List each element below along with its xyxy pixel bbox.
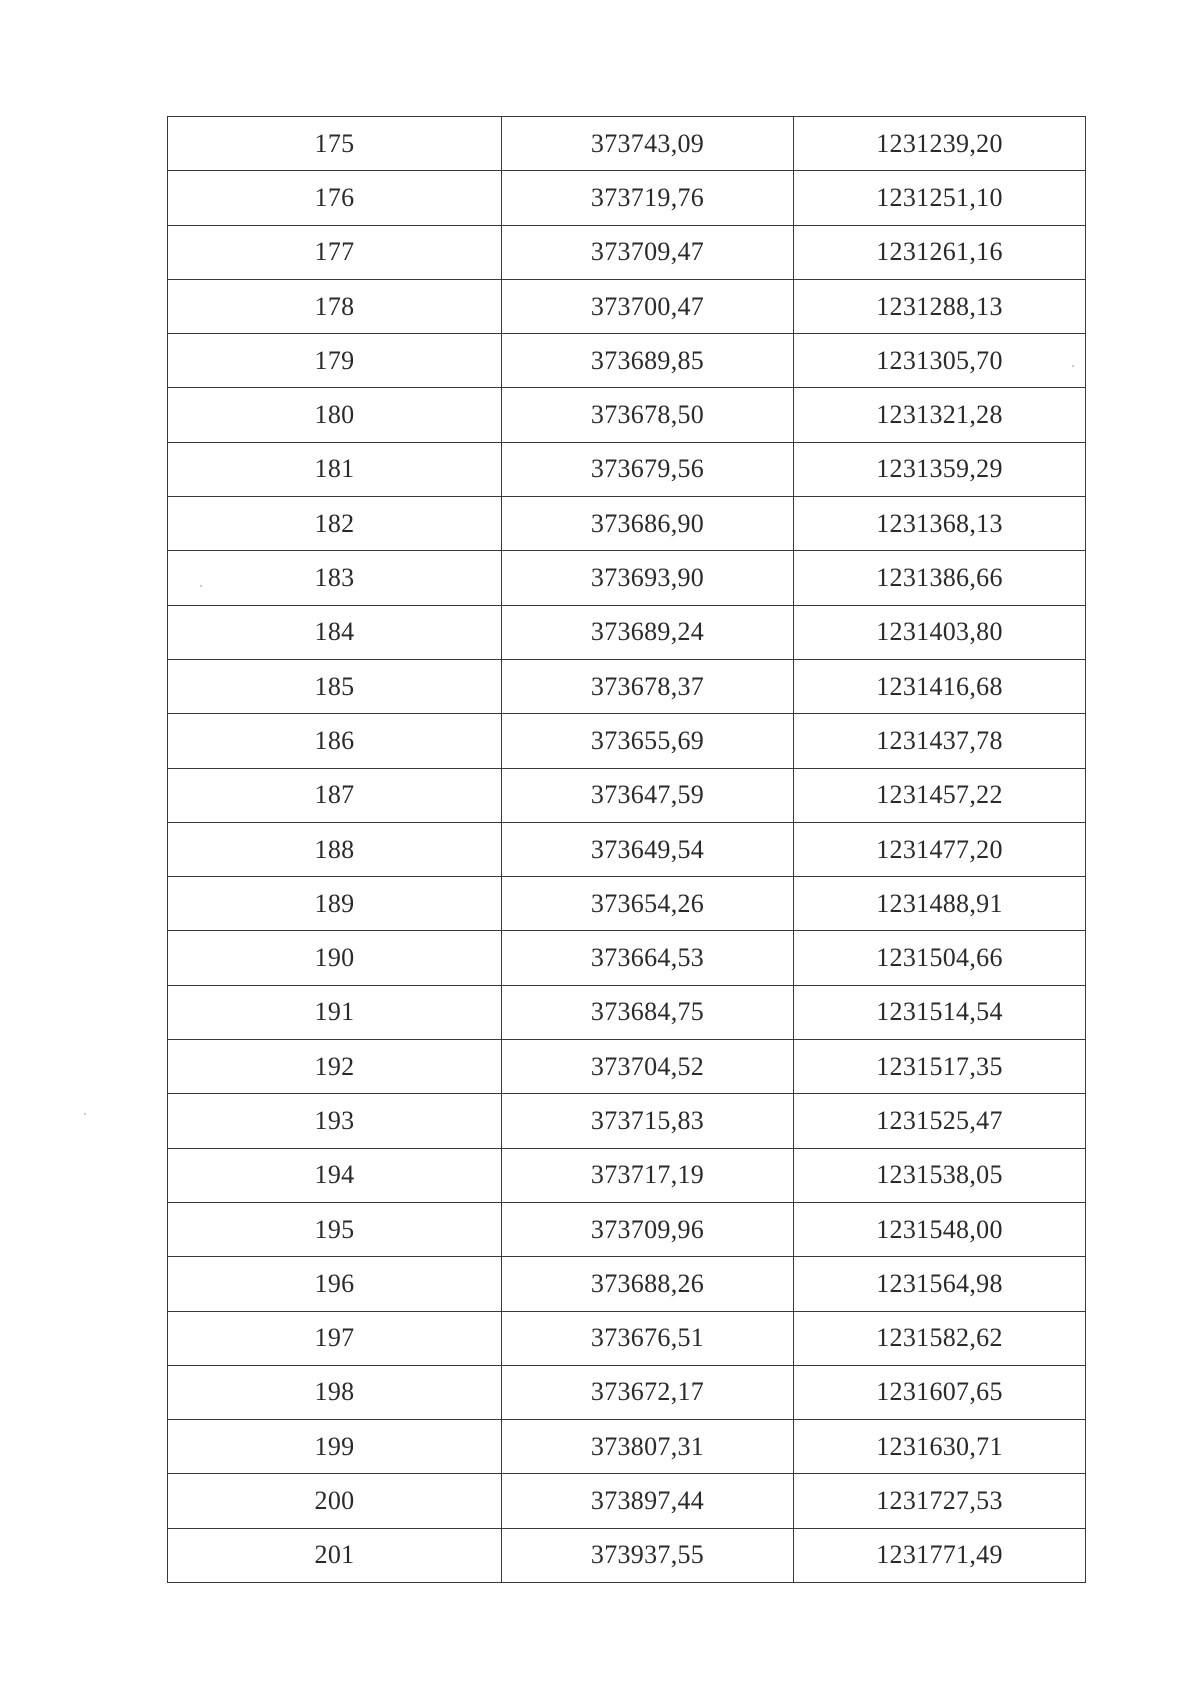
table-row [168, 659, 1086, 713]
point-number-cell: 189 [168, 877, 502, 931]
x-coordinate-cell: 373719,76 [502, 171, 794, 225]
x-coordinate-cell: 373693,90 [502, 551, 794, 605]
x-coordinate-cell: 373664,53 [502, 931, 794, 985]
y-coordinate-cell: 1231727,53 [794, 1474, 1086, 1528]
y-coordinate-cell: 1231251,10 [794, 171, 1086, 225]
point-number-cell: 186 [168, 714, 502, 768]
y-coordinate-cell: 1231548,00 [794, 1202, 1086, 1256]
point-number-cell: 175 [168, 117, 502, 171]
y-coordinate-cell: 1231582,62 [794, 1311, 1086, 1365]
y-coordinate-cell: 1231771,49 [794, 1528, 1086, 1582]
point-number-cell: 200 [168, 1474, 502, 1528]
point-number-cell: 185 [168, 659, 502, 713]
x-coordinate-cell: 373684,75 [502, 985, 794, 1039]
x-coordinate-cell: 373937,55 [502, 1528, 794, 1582]
point-number-cell: 184 [168, 605, 502, 659]
point-number-cell: 197 [168, 1311, 502, 1365]
y-coordinate-cell: 1231538,05 [794, 1148, 1086, 1202]
point-number-cell: 176 [168, 171, 502, 225]
x-coordinate-cell: 373654,26 [502, 877, 794, 931]
table-row [168, 1094, 1086, 1148]
table-row [168, 1202, 1086, 1256]
point-number-cell: 179 [168, 334, 502, 388]
x-coordinate-cell: 373679,56 [502, 442, 794, 496]
x-coordinate-cell: 373715,83 [502, 1094, 794, 1148]
table-row [168, 877, 1086, 931]
x-coordinate-cell: 373897,44 [502, 1474, 794, 1528]
table-row [168, 171, 1086, 225]
x-coordinate-cell: 373689,85 [502, 334, 794, 388]
table-row [168, 551, 1086, 605]
table-row [168, 605, 1086, 659]
x-coordinate-cell: 373700,47 [502, 279, 794, 333]
x-coordinate-cell: 373678,37 [502, 659, 794, 713]
x-coordinate-cell: 373807,31 [502, 1420, 794, 1474]
point-number-cell: 193 [168, 1094, 502, 1148]
y-coordinate-cell: 1231321,28 [794, 388, 1086, 442]
scan-speck [84, 1113, 86, 1115]
table-row [168, 334, 1086, 388]
point-number-cell: 199 [168, 1420, 502, 1474]
y-coordinate-cell: 1231564,98 [794, 1257, 1086, 1311]
y-coordinate-cell: 1231416,68 [794, 659, 1086, 713]
x-coordinate-cell: 373709,96 [502, 1202, 794, 1256]
point-number-cell: 188 [168, 822, 502, 876]
table-row [168, 985, 1086, 1039]
y-coordinate-cell: 1231437,78 [794, 714, 1086, 768]
point-number-cell: 182 [168, 497, 502, 551]
coordinates-table-body [168, 117, 1086, 1583]
table-row [168, 768, 1086, 822]
x-coordinate-cell: 373649,54 [502, 822, 794, 876]
x-coordinate-cell: 373678,50 [502, 388, 794, 442]
table-row [168, 279, 1086, 333]
point-number-cell: 177 [168, 225, 502, 279]
y-coordinate-cell: 1231359,29 [794, 442, 1086, 496]
y-coordinate-cell: 1231457,22 [794, 768, 1086, 822]
scan-speck [200, 585, 202, 587]
point-number-cell: 196 [168, 1257, 502, 1311]
x-coordinate-cell: 373688,26 [502, 1257, 794, 1311]
table-row [168, 442, 1086, 496]
point-number-cell: 187 [168, 768, 502, 822]
x-coordinate-cell: 373689,24 [502, 605, 794, 659]
x-coordinate-cell: 373743,09 [502, 117, 794, 171]
point-number-cell: 178 [168, 279, 502, 333]
x-coordinate-cell: 373655,69 [502, 714, 794, 768]
y-coordinate-cell: 1231305,70 [794, 334, 1086, 388]
y-coordinate-cell: 1231525,47 [794, 1094, 1086, 1148]
table-row [168, 388, 1086, 442]
y-coordinate-cell: 1231288,13 [794, 279, 1086, 333]
table-row [168, 225, 1086, 279]
table-row [168, 1257, 1086, 1311]
y-coordinate-cell: 1231504,66 [794, 931, 1086, 985]
point-number-cell: 191 [168, 985, 502, 1039]
y-coordinate-cell: 1231607,65 [794, 1365, 1086, 1419]
y-coordinate-cell: 1231514,54 [794, 985, 1086, 1039]
point-number-cell: 181 [168, 442, 502, 496]
x-coordinate-cell: 373672,17 [502, 1365, 794, 1419]
y-coordinate-cell: 1231368,13 [794, 497, 1086, 551]
table-row [168, 714, 1086, 768]
table-row [168, 1420, 1086, 1474]
table-row [168, 117, 1086, 171]
table-row [168, 1311, 1086, 1365]
x-coordinate-cell: 373676,51 [502, 1311, 794, 1365]
table-row [168, 822, 1086, 876]
scan-speck [1072, 365, 1074, 367]
table-row [168, 1474, 1086, 1528]
point-number-cell: 201 [168, 1528, 502, 1582]
point-number-cell: 194 [168, 1148, 502, 1202]
y-coordinate-cell: 1231261,16 [794, 225, 1086, 279]
y-coordinate-cell: 1231403,80 [794, 605, 1086, 659]
y-coordinate-cell: 1231239,20 [794, 117, 1086, 171]
x-coordinate-cell: 373704,52 [502, 1040, 794, 1094]
table-row [168, 497, 1086, 551]
y-coordinate-cell: 1231386,66 [794, 551, 1086, 605]
table-row [168, 1148, 1086, 1202]
y-coordinate-cell: 1231488,91 [794, 877, 1086, 931]
point-number-cell: 183 [168, 551, 502, 605]
table-row [168, 1365, 1086, 1419]
x-coordinate-cell: 373717,19 [502, 1148, 794, 1202]
point-number-cell: 198 [168, 1365, 502, 1419]
point-number-cell: 192 [168, 1040, 502, 1094]
x-coordinate-cell: 373686,90 [502, 497, 794, 551]
y-coordinate-cell: 1231630,71 [794, 1420, 1086, 1474]
table-row [168, 1040, 1086, 1094]
coordinates-table [167, 116, 1086, 1583]
table-row [168, 931, 1086, 985]
y-coordinate-cell: 1231517,35 [794, 1040, 1086, 1094]
point-number-cell: 190 [168, 931, 502, 985]
point-number-cell: 180 [168, 388, 502, 442]
y-coordinate-cell: 1231477,20 [794, 822, 1086, 876]
x-coordinate-cell: 373647,59 [502, 768, 794, 822]
x-coordinate-cell: 373709,47 [502, 225, 794, 279]
point-number-cell: 195 [168, 1202, 502, 1256]
table-row [168, 1528, 1086, 1582]
